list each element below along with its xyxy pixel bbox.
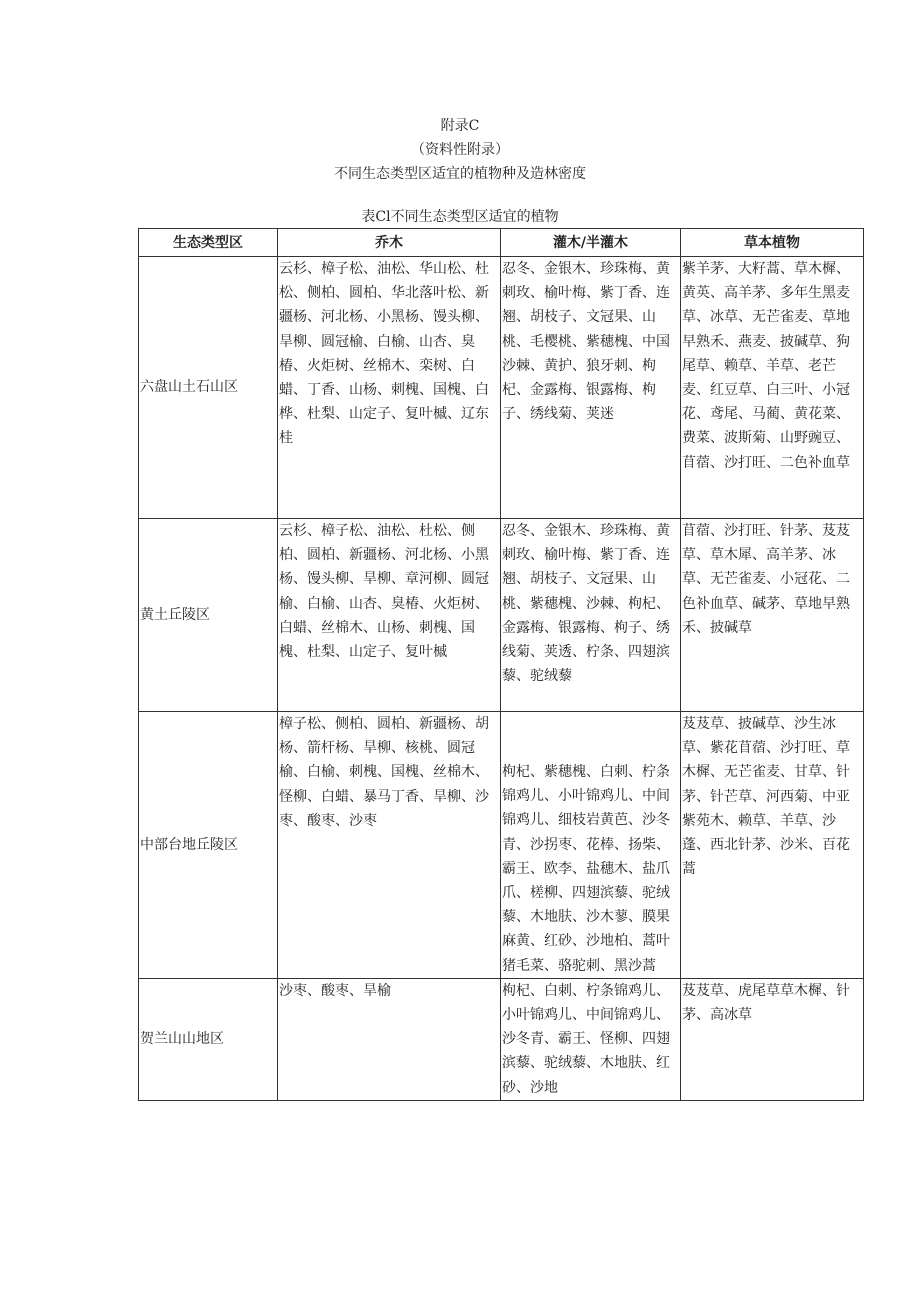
shrubs-text: 枸杞、紫穗槐、白刺、柠条锦鸡儿、小叶锦鸡儿、中间锦鸡儿、细枝岩黄芭、沙冬青、沙拐枣、花棒、扬柴、霸王、欧李、盐穗木、盐爪爪、槎柳、四翅滨藜、驼绒藜、木地肤、沙木蓼、膜果麻黄、红砂、沙地柏、蒿叶猪毛菜、骆驼刺、黑沙蒿 [502, 764, 670, 974]
appendix-type: （资料性附录） [411, 142, 509, 158]
trees-cell: 樟子松、侧柏、圆柏、新疆杨、胡杨、箭杆杨、旱柳、核桃、圆冠榆、白榆、刺槐、国槐、丝棉木、怪柳、白蜡、暴马丁香、旱柳、沙枣、酸枣、沙枣 [278, 712, 501, 979]
shrubs-cell: 忍冬、金银木、珍珠梅、黄刺玫、榆叶梅、紫丁香、连翘、胡枝子、文冠果、山桃、毛樱桃、紫穗槐、中国沙棘、黄护、狼牙刺、枸杞、金露梅、银露梅、枸子、绣线菊、荚迷 [501, 257, 681, 519]
table-row [139, 712, 864, 979]
appendix-title: 不同生态类型区适宜的植物种及造林密度 [334, 166, 586, 182]
shrubs-cell [501, 712, 681, 979]
plant-table [138, 228, 864, 1101]
table-header-row [139, 229, 864, 257]
table-row [139, 257, 864, 519]
header-shrubs: 灌木/半灌木 [501, 229, 681, 257]
table-row [139, 978, 864, 1100]
header-zone: 生态类型区 [139, 229, 278, 257]
shrubs-cell: 忍冬、金银木、珍珠梅、黄刺玫、榆叶梅、紫丁香、连翘、胡枝子、文冠果、山桃、紫穗槐、沙棘、枸杞、金露梅、银露梅、枸子、绣线菊、荚透、柠条、四翅滨藜、驼绒藜 [501, 519, 681, 712]
trees-cell: 云杉、樟子松、油松、杜松、侧柏、圆柏、新疆杨、河北杨、小黑杨、馒头柳、旱柳、章河柳、圆冠榆、白榆、山杏、臭椿、火炬树、白蜡、丝棉木、山杨、刺槐、国槐、杜梨、山定子、复叶槭 [278, 519, 501, 712]
herbs-cell: 芨芨草、披碱草、沙生冰草、紫花苜蓿、沙打旺、草木樨、无芒雀麦、甘草、针茅、针芒草、河西菊、中亚紫苑木、赖草、羊草、沙蓬、西北针茅、沙米、百花蒿 [681, 712, 864, 979]
herbs-cell: 紫羊茅、大籽蒿、草木樨、黄英、高羊茅、多年生黑麦草、冰草、无芒雀麦、草地早熟禾、燕麦、披碱草、狗尾草、赖草、羊草、老芒麦、红豆草、白三叶、小冠花、鸢尾、马蔺、黄花菜、费菜、波斯菊、山野豌豆、苜蓿、沙打旺、二色补血草 [681, 257, 864, 519]
herbs-cell: 芨芨草、虎尾草草木樨、针茅、高冰草 [681, 978, 864, 1100]
zone-cell: 中部台地丘陵区 [139, 712, 278, 979]
table-caption: 表Cl不同生态类型区适宜的植物 [361, 209, 559, 225]
zone-cell: 六盘山土石山区 [139, 257, 278, 519]
header-trees: 乔木 [278, 229, 501, 257]
zone-cell: 黄土丘陵区 [139, 519, 278, 712]
table-row [139, 519, 864, 712]
header-herbs: 草本植物 [681, 229, 864, 257]
appendix-label: 附录C [440, 118, 480, 134]
trees-cell: 沙枣、酸枣、旱榆 [278, 978, 501, 1100]
zone-cell: 贺兰山山地区 [139, 978, 278, 1100]
herbs-cell: 苜蓿、沙打旺、针茅、芨芨草、草木犀、高羊茅、冰草、无芒雀麦、小冠花、二色补血草、碱茅、草地早熟禾、披碱草 [681, 519, 864, 712]
trees-cell: 云杉、樟子松、油松、华山松、杜松、侧柏、圆柏、华北落叶松、新疆杨、河北杨、小黑杨、馒头柳、旱柳、圆冠榆、白榆、山杏、臭椿、火炬树、丝棉木、栾树、白蜡、丁香、山杨、刺槐、国槐、白桦、杜梨、山定子、复叶槭、辽东桂 [278, 257, 501, 519]
shrubs-cell: 枸杞、白刺、柠条锦鸡儿、小叶锦鸡儿、中间锦鸡儿、沙冬青、霸王、怪柳、四翅滨藜、驼绒藜、木地肤、红砂、沙地 [501, 978, 681, 1100]
